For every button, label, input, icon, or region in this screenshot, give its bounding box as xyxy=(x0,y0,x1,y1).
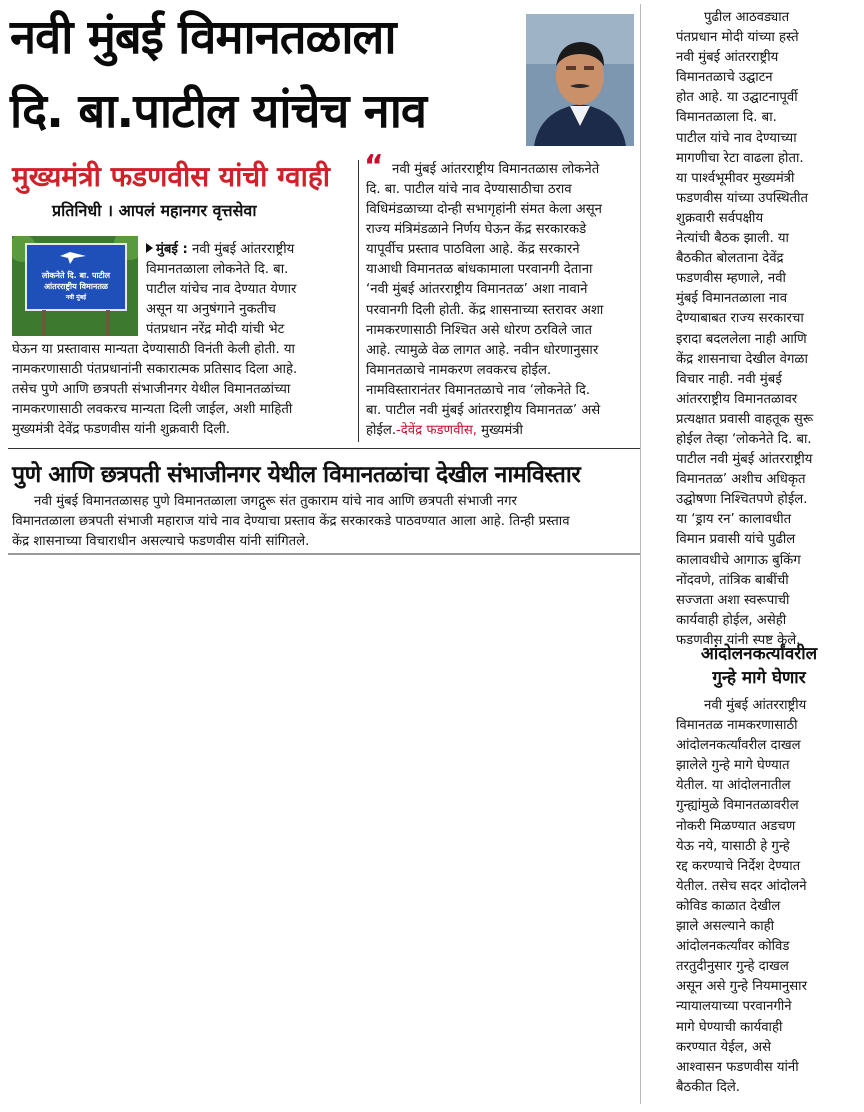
right-line: विमानतळ नामकरणासाठी xyxy=(676,718,798,734)
right-line: पुढील आठवड्यात xyxy=(704,10,790,25)
portrait-photo xyxy=(526,14,634,146)
right-line: केंद्र शासनाचा देखील वेगळा xyxy=(676,351,808,367)
lead-line: नामकरणासाठी लवकरच मान्यता दिली जाईल, अशी माहिती xyxy=(12,402,293,418)
right-line: मुंबई विमानतळाला नाव xyxy=(676,291,788,307)
right-column-paragraph-2 xyxy=(676,696,807,1098)
right-line: फडणवीस म्हणाले, नवी xyxy=(676,271,786,287)
right-subheading-line-2: गुन्हे मागे घेणार xyxy=(712,668,806,688)
right-line: मागे घेण्याची कार्यवाही xyxy=(676,1019,783,1035)
quote-line: परवानगी दिली होती. केंद्र शासनाच्या स्तरावर अशा xyxy=(366,302,604,318)
right-line: प्रत्यक्षात प्रवासी वाहतूक सुरू xyxy=(676,411,814,427)
section2-heading: पुणे आणि छत्रपती संभाजीनगर येथील विमानतळांचा देखील नामविस्तार xyxy=(12,462,581,488)
quote-mark-icon: “ xyxy=(364,149,384,184)
right-line: येतील. तसेच सदर आंदोलने xyxy=(676,878,807,894)
right-subheading-line-1: आंदोलनकर्त्यांवरील xyxy=(700,644,818,664)
right-line: झालेले गुन्हे मागे घेण्यात xyxy=(676,758,790,774)
right-line: बैठकीत दिले. xyxy=(676,1079,740,1095)
right-line: न्यायालयाच्या परवानगीने xyxy=(676,999,792,1015)
right-column-divider xyxy=(640,4,641,1104)
right-line: नवी मुंबई आंतरराष्ट्रीय xyxy=(704,698,807,713)
right-line: फडणवीस यांनी स्पष्ट केले. xyxy=(676,632,801,648)
right-line: आंतरराष्ट्रीय विमानतळावर xyxy=(676,391,798,407)
column-divider xyxy=(358,160,359,442)
right-line: नेत्यांची बैठक झाली. या xyxy=(676,231,789,247)
quote-line: दि. बा. पाटील यांचे नाव देण्यासाठीचा ठराव xyxy=(366,182,572,197)
lead-line: तसेच पुणे आणि छत्रपती संभाजीनगर येथील विमानतळांच्या xyxy=(12,382,291,398)
lead-paragraph-cont xyxy=(12,340,297,440)
quote-attribution: -देवेंद्र फडणवीस, xyxy=(396,423,477,439)
lead-line: मुख्यमंत्री देवेंद्र फडणवीस यांनी शुक्रवारी दिली. xyxy=(12,422,230,438)
lead-paragraph xyxy=(146,240,296,340)
right-line: कार्यवाही होईल, असेही xyxy=(676,612,787,628)
right-line: या ‘ड्राय रन’ कालावधीत xyxy=(676,512,792,528)
right-line: उद्घोषणा निश्चितपणे होईल. xyxy=(676,492,808,508)
right-line: पाटील यांचे नाव देण्याच्या xyxy=(676,130,797,146)
section-divider xyxy=(8,448,640,449)
right-line: आश्वासन फडणवीस यांनी xyxy=(676,1059,799,1075)
quote-line: राज्य मंत्रिमंडळाने निर्णय घेऊन केंद्र सरकारकडे xyxy=(366,222,587,238)
quote-attribution-role: मुख्यमंत्री xyxy=(476,423,523,439)
right-line: झाले असल्याने काही xyxy=(676,919,775,935)
lead-line: पाटील यांचेच नाव देण्यात येणार xyxy=(146,282,297,298)
lead-line: नवी मुंबई आंतरराष्ट्रीय xyxy=(191,242,295,257)
right-line: विमानतळ’ अशीच अधिकृत xyxy=(676,472,806,488)
lead-line: विमानतळाला लोकनेते दि. बा. xyxy=(146,262,289,278)
right-line: गुन्ह्यांमुळे विमानतळावरील xyxy=(676,798,799,814)
airport-sign-photo xyxy=(12,236,138,336)
headline-line-1: नवी मुंबई विमानतळाला xyxy=(10,10,396,65)
lead-line: घेऊन या प्रस्तावास मान्यता देण्यासाठी विनंती केली होती. या xyxy=(12,342,295,357)
section2-paragraph xyxy=(12,492,570,552)
quote-last-line xyxy=(366,421,603,441)
quote-line: नामविस्तारानंतर विमानतळाचे नाव ‘लोकनेते दि. xyxy=(366,382,591,398)
right-line: आंदोलनकर्त्यांवर कोविड xyxy=(676,939,790,955)
sign-line-3: नवी मुंबई xyxy=(65,294,87,301)
right-line: येऊ नये, यासाठी हे गुन्हे xyxy=(676,838,790,854)
right-line: इरादा बदललेला नाही आणि xyxy=(676,331,807,347)
right-line: होईल तेव्हा ‘लोकनेते दि. बा. xyxy=(676,431,812,447)
right-line: पंतप्रधान मोदी यांच्या हस्ते xyxy=(676,30,799,46)
quote-line: विधिमंडळाच्या दोन्ही सभागृहांनी संमत केला असून xyxy=(366,202,602,218)
quote-line: विमानतळाचे नामकरण लवकरच होईल. xyxy=(366,362,552,378)
right-line: तरतुदीनुसार गुन्हे दाखल xyxy=(676,959,789,975)
quote-paragraph xyxy=(366,180,603,441)
quote-line: आहे. त्यामुळे वेळ लागत आहे. नवीन धोरणानुसार xyxy=(366,342,599,358)
right-line: शुक्रवारी सर्वपक्षीय xyxy=(676,210,764,226)
right-line: विमानतळाला दि. बा. xyxy=(676,110,777,126)
right-line: पाटील नवी मुंबई आंतरराष्ट्रीय xyxy=(676,452,813,468)
quote-line: बा. पाटील नवी मुंबई आंतरराष्ट्रीय विमानतळ’ असे xyxy=(366,403,601,419)
section2-line: नवी मुंबई विमानतळासह पुणे विमानतळाला जगद्गुरू संत तुकाराम यांचे नाव आणि छत्रपती संभाजी नगर xyxy=(34,494,517,509)
quote-line: याआधी विमानतळ बांधकामाला परवानगी देताना xyxy=(366,262,593,278)
right-line: करण्यात येईल, असे xyxy=(676,1039,771,1055)
right-line: देण्याबाबत राज्य सरकारचा xyxy=(676,311,804,327)
lead-line: असून या अनुषंगाने नुकतीच xyxy=(146,302,276,318)
subheadline: मुख्यमंत्री फडणवीस यांची ग्वाही xyxy=(12,160,330,193)
right-line: कालावधीचे आगाऊ बुकिंग xyxy=(676,552,801,568)
right-line: विमानतळाचे उद्घाटन xyxy=(676,70,773,86)
quote-line: नामकरणासाठी निश्चित असे धोरण ठरविले जात xyxy=(366,322,593,338)
right-line: आंदोलनकर्त्यांवरील दाखल xyxy=(676,738,801,754)
right-line: कोविड काळात देखील xyxy=(676,898,781,914)
lead-line: नामकरणासाठी पंतप्रधानांनी सकारात्मक प्रतिसाद दिला आहे. xyxy=(12,362,298,378)
right-column-paragraph xyxy=(676,8,813,651)
right-line: रद्द करण्याचे निर्देश देण्यात xyxy=(676,858,801,874)
right-line: नवी मुंबई आंतरराष्ट्रीय xyxy=(676,50,779,66)
section-bottom-rule xyxy=(8,553,640,555)
quote-first-line: नवी मुंबई आंतरराष्ट्रीय विमानतळास लोकनेते xyxy=(392,162,600,177)
quote-line: यापूर्वीच प्रस्ताव पाठविला आहे. केंद्र सरकारने xyxy=(366,242,580,258)
right-subheading xyxy=(670,642,848,690)
right-line: विमान प्रवासी यांचे पुढील xyxy=(676,532,796,548)
right-line: येतील. या आंदोलनातील xyxy=(676,778,791,794)
lead-line: पंतप्रधान नरेंद्र मोदी यांची भेट xyxy=(146,322,285,338)
sign-line-2: आंतरराष्ट्रीय विमानतळ xyxy=(44,282,108,291)
sign-line-1: लोकनेते दि. बा. पाटील xyxy=(41,271,111,280)
headline-line-2: दि. बा.पाटील यांचेच नाव xyxy=(10,84,427,139)
right-line: होत आहे. या उद्घाटनापूर्वी xyxy=(676,90,798,106)
lead-triangle-icon xyxy=(146,243,153,253)
byline: प्रतिनिधी । आपलं महानगर वृत्तसेवा xyxy=(52,201,257,220)
section2-line: केंद्र शासनाच्या विचाराधीन असल्याचे फडणवीस यांनी सांगितले. xyxy=(12,534,310,550)
right-line: मागणीचा रेटा वाढला होता. xyxy=(676,150,804,166)
quote-last-text: होईल. xyxy=(366,423,397,439)
right-line: सज्जता अशा स्वरूपाची xyxy=(676,592,790,608)
right-line: असून असे गुन्हे नियमानुसार xyxy=(676,979,807,995)
right-line: फडणवीस यांच्या उपस्थितीत xyxy=(676,190,809,206)
dateline: मुंबई : xyxy=(156,242,188,257)
right-line: नोकरी मिळण्यात अडचण xyxy=(676,818,796,834)
right-line: या पार्श्वभूमीवर मुख्यमंत्री xyxy=(676,170,795,186)
section2-line: विमानतळाला छत्रपती संभाजी महाराज यांचे नाव देण्याचा प्रस्ताव केंद्र सरकारकडे पाठवण्यात आला आहे. तिन्ही प्रस्ताव xyxy=(12,514,570,530)
right-line: बैठकीत बोलताना देवेंद्र xyxy=(676,251,784,267)
right-line: विचार नाही. नवी मुंबई xyxy=(676,371,782,387)
right-line: नोंदवणे, तांत्रिक बाबींची xyxy=(676,572,789,588)
quote-line: ‘नवी मुंबई आंतरराष्ट्रीय विमानतळ’ अशा नावाने xyxy=(366,282,588,298)
